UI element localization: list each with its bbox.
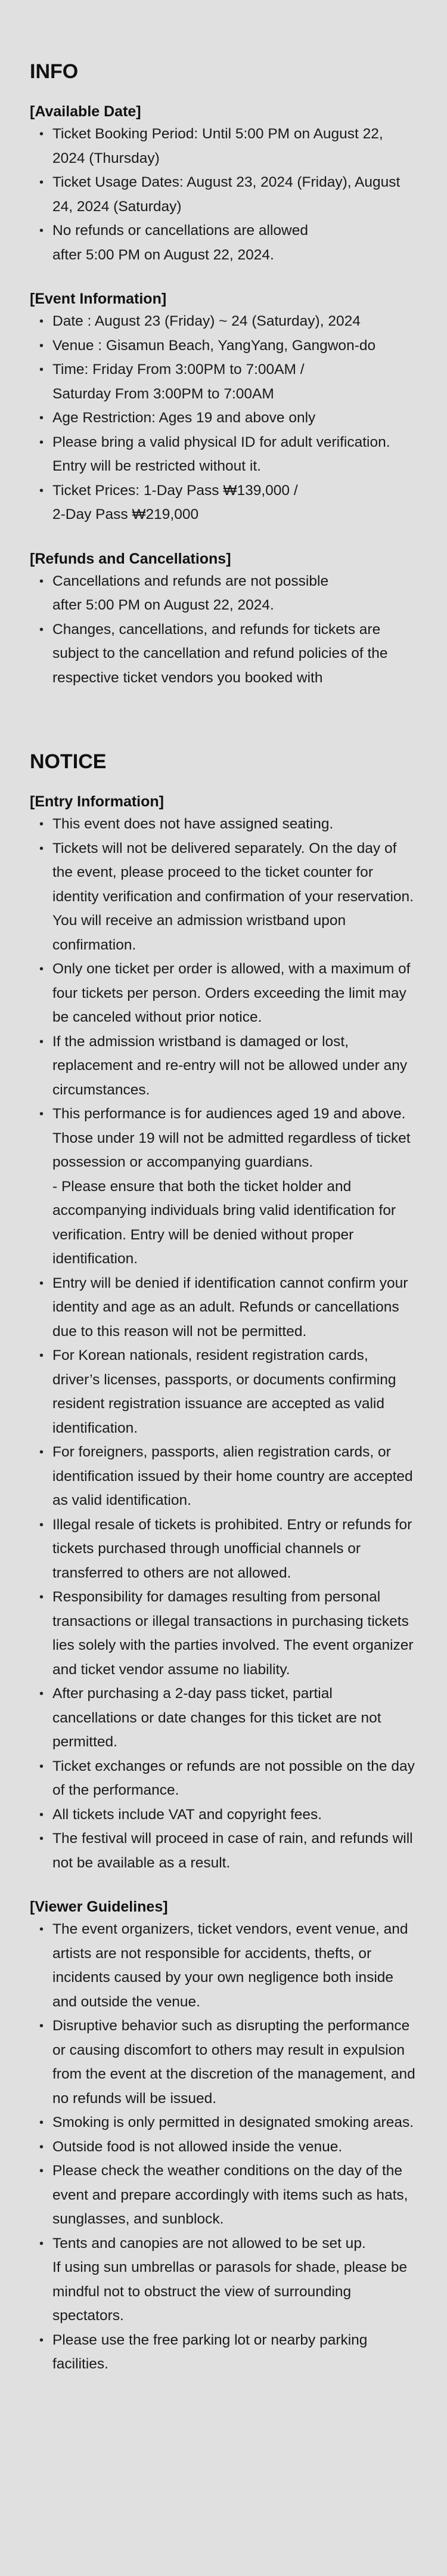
section-title-event-information: [Event Information] <box>30 290 167 307</box>
viewer-guidelines-list <box>30 1918 418 2377</box>
section-title-viewer-guidelines: [Viewer Guidelines] <box>30 1898 168 1915</box>
list-item: • After purchasing a 2-day pass ticket, partial cancellations or date changes for this ticket are not permitted. <box>30 1682 418 1755</box>
list-item: • Age Restriction: Ages 19 and above only <box>30 406 418 431</box>
info-heading: INFO <box>30 60 79 83</box>
list-item: • Illegal resale of tickets is prohibited. Entry or refunds for tickets purchased through unofficial channels or transferred to others are not allowed. <box>30 1513 418 1586</box>
refunds-cancellations-list <box>30 570 418 691</box>
list-item: • Ticket Prices: 1-Day Pass ₩139,000 / 2-Day Pass ₩219,000 <box>30 479 418 527</box>
event-information-list <box>30 310 418 527</box>
list-item: • For Korean nationals, resident registration cards, driver’s licenses, passports, or documents confirming resident registration issuance are accepted as valid identification. <box>30 1344 418 1440</box>
list-item: • This event does not have assigned seating. <box>30 812 418 837</box>
list-item: • Time: Friday From 3:00PM to 7:00AM / Saturday From 3:00PM to 7:00AM <box>30 358 418 406</box>
notice-heading: NOTICE <box>30 750 107 773</box>
list-item: • Outside food is not allowed inside the venue. <box>30 2135 418 2160</box>
list-item: • The event organizers, ticket vendors, event venue, and artists are not responsible for accidents, thefts, or incidents caused by your own negligence both inside and outside the venue. <box>30 1918 418 2014</box>
entry-information-list <box>30 812 418 1875</box>
list-item: • Please use the free parking lot or nearby parking facilities. <box>30 2328 418 2377</box>
list-item: • Responsibility for damages resulting from personal transactions or illegal transactions in purchasing tickets lies solely with the parties involved. The event organizer and ticket vendor assume no liability. <box>30 1585 418 1682</box>
list-item: • Changes, cancellations, and refunds for tickets are subject to the cancellation and refund policies of the respective ticket vendors you booked with <box>30 618 418 691</box>
available-date-list <box>30 122 418 267</box>
list-item: • If the admission wristband is damaged or lost, replacement and re-entry will not be allowed under any circumstances. <box>30 1030 418 1103</box>
list-item: • Tents and canopies are not allowed to be set up. If using sun umbrellas or parasols for shade, please be mindful not to obstruct the view of surrounding spectators. <box>30 2232 418 2328</box>
section-title-available-date: [Available Date] <box>30 103 141 120</box>
list-item: • All tickets include VAT and copyright fees. <box>30 1803 418 1827</box>
section-title-entry-information: [Entry Information] <box>30 793 164 810</box>
list-item: • This performance is for audiences aged 19 and above. Those under 19 will not be admitted regardless of ticket possession or accompanying guardians. - Please ensure that both the ticket holder and accompanying individuals bring valid identification for verification. Entry will be denied without proper identification. <box>30 1102 418 1272</box>
list-item: • For foreigners, passports, alien registration cards, or identification issued by their home country are accepted as valid identification. <box>30 1440 418 1513</box>
list-item: • Date : August 23 (Friday) ~ 24 (Saturday), 2024 <box>30 310 418 334</box>
list-item: • No refunds or cancellations are allowed after 5:00 PM on August 22, 2024. <box>30 219 418 267</box>
section-title-refunds-cancellations: [Refunds and Cancellations] <box>30 550 231 567</box>
list-item: • Venue : Gisamun Beach, YangYang, Gangwon-do <box>30 334 418 358</box>
list-item: • Ticket exchanges or refunds are not possible on the day of the performance. <box>30 1755 418 1803</box>
list-item: • Disruptive behavior such as disrupting the performance or causing discomfort to others may result in expulsion from the event at the discretion of the management, and no refunds will be issued. <box>30 2014 418 2111</box>
list-item: • The festival will proceed in case of rain, and refunds will not be available as a result. <box>30 1827 418 1875</box>
list-item: • Ticket Booking Period: Until 5:00 PM on August 22, 2024 (Thursday) <box>30 122 418 171</box>
list-item: • Please bring a valid physical ID for adult verification. Entry will be restricted without it. <box>30 431 418 479</box>
list-item: • Smoking is only permitted in designated smoking areas. <box>30 2111 418 2135</box>
list-item: • Only one ticket per order is allowed, with a maximum of four tickets per person. Orders exceeding the limit may be canceled without prior notice. <box>30 957 418 1030</box>
list-item: • Ticket Usage Dates: August 23, 2024 (Friday), August 24, 2024 (Saturday) <box>30 171 418 219</box>
list-item: • Entry will be denied if identification cannot confirm your identity and age as an adult. Refunds or cancellations due to this reason will not be permitted. <box>30 1272 418 1344</box>
list-item: • Please check the weather conditions on the day of the event and prepare accordingly with items such as hats, sunglasses, and sunblock. <box>30 2159 418 2232</box>
list-item: • Tickets will not be delivered separately. On the day of the event, please proceed to the ticket counter for identity verification and confirmation of your reservation. You will receive an admission wristband upon confirmation. <box>30 837 418 958</box>
list-item: • Cancellations and refunds are not possible after 5:00 PM on August 22, 2024. <box>30 570 418 618</box>
